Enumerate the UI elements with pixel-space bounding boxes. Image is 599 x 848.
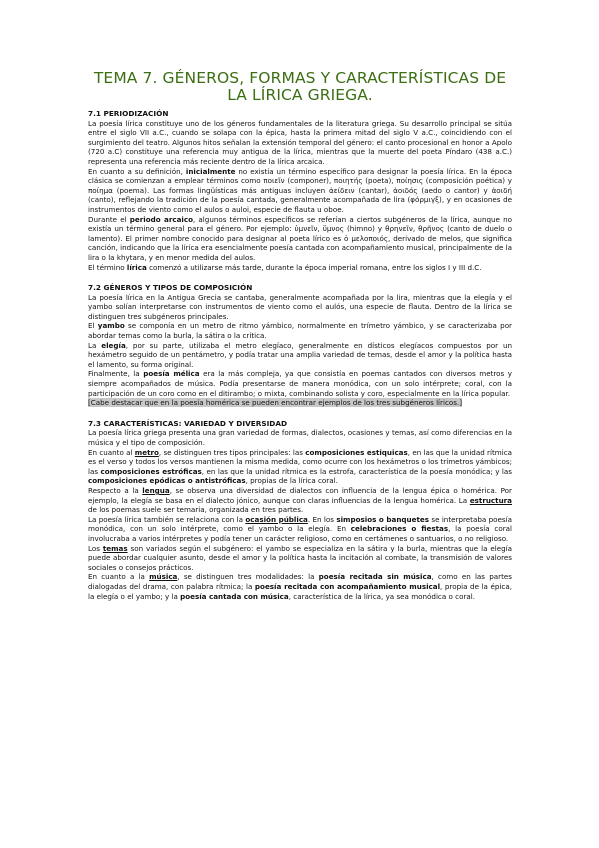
section-spacer xyxy=(88,408,512,419)
paragraph: La poesía lírica griega presenta una gran variedad de formas, dialectos, ocasiones y temas, así como diferencias en la música y el tipo de composición. xyxy=(88,428,512,447)
bold-term: poesía mélica xyxy=(143,369,200,379)
paragraph: Los temas son variados según el subgénero: el yambo se especializa en la sátira y la burla, mientras que la elegía puede abordar cualquier asunto, desde el amor y la política hasta la incitación al combate, la transmisión de valores sociales o consejos prácticos. xyxy=(88,543,512,572)
bold-term: composiciones estróficas xyxy=(100,466,202,476)
bold-term: temas xyxy=(102,543,128,553)
bold-term: ocasión pública xyxy=(245,514,308,524)
bold-term: periodo arcaico xyxy=(129,214,193,224)
paragraph: En cuanto a su definición, inicialmente no existía un término específico para designar la poesía lírica. En la época clásica se comienzan a emplear términos como ποιεῖν (componer), ποιητής (poeta), ποίησις (composición poética) y ποίημα (poema). Las formas lingüísticas más antiguas incluyen ἀείδειν (cantar), ἀοιδός (aedo o cantor) y ἀοιδή (canto), reflejando la tradición de la poesía cantada, generalmente acompañada de lira (φόρμιγξ), y en ocasiones de instrumentos de viento como el aulos o auloi, especie de flauta u oboe. xyxy=(88,166,512,214)
section-spacer xyxy=(88,272,512,283)
paragraph: La poesía lírica también se relaciona con la ocasión pública. En los simposios o banquetes se interpretaba poesía monódica, con un solo intérprete, como el yambo o la elegía. En celebraciones o fiestas, la poesía coral involucraba a varios intérpretes y podía tener un carácter religioso, como en certámenes o santuarios, o no religioso. xyxy=(88,514,513,543)
bold-term: elegía xyxy=(101,340,126,350)
paragraph: La elegía, por su parte, utilizaba el metro elegíaco, generalmente en dísticos elegíacos compuestos por un hexámetro seguido de un pentámetro, y podía tratar una amplia variedad de temas, desde el amor y la política hasta el lamento, su forma original. xyxy=(88,340,513,369)
bold-term: lengua xyxy=(142,485,170,495)
document-title: TEMA 7. GÉNEROS, FORMAS Y CARACTERÍSTICAS DE LA LÍRICA GRIEGA. xyxy=(93,69,507,104)
bold-term: composiciones estiquicas xyxy=(305,447,408,457)
bold-term: poesía recitada con acompañamiento musical xyxy=(254,581,441,591)
paragraph: En cuanto a la música, se distinguen tres modalidades: la poesía recitada sin música, como en las partes dialogadas del drama, con palabra rítmica; la poesía recitada con acompañamiento musical, propia de la épica, la elegía o el yambo; y la poesía cantada con música, característica de la lírica, ya sea monódica o coral. xyxy=(88,572,512,601)
bold-term: lírica xyxy=(126,262,147,272)
bold-term: simposios o banquetes xyxy=(336,514,429,524)
paragraph: El yambo se componía en un metro de ritmo yámbico, normalmente en trímetro yámbico, y se caracterizaba por abordar temas como la burla, la sátira o la crítica. xyxy=(88,321,512,341)
section-heading-generos: 7.2 GÉNEROS Y TIPOS DE COMPOSICIÓN xyxy=(88,283,253,293)
bold-term: yambo xyxy=(97,321,125,331)
paragraph: Durante el periodo arcaico, algunos términos específicos se referían a ciertos subgéneros de la lírica, aunque no existía un término general para el género. Por ejemplo: ὑμνεῖν, ὕμνος (himno) y θρηνεῖν, θρῆνος (canto de duelo o lamento). El primer nombre conocido para designar al poeta lírico es ὁ μελοποιός, derivado de melos, que significa canción, indicando que la lírica era esencialmente poesía cantada con acompañamiento musical, principalmente de la lira o la khytara, y en menor medida del aulos. xyxy=(88,214,512,262)
bold-term: poesía cantada con música xyxy=(180,591,289,601)
paragraph: La poesía lírica en la Antigua Grecia se cantaba, generalmente acompañada por la lira, mientras que la elegía y el yambo solían interpretarse con instrumentos de viento como el aulós, una especie de flauta. Dentro de la lírica se distinguen tres subgéneros principales. xyxy=(88,292,512,321)
paragraph: La poesía lírica constituye uno de los géneros fundamentales de la literatura griega. Su desarrollo principal se sitúa entre el siglo VII a.C., cuando se solapa con la épica, hasta la primera mitad del siglo V a.C., coincidiendo con el surgimiento del teatro. Algunos hitos señalan la extensión temporal del género: el canto procesional en honor a Apolo (720 a.C) constituye una referencia muy antigua de la lírica, mientras que la muerte del poeta Píndaro (438 a.C.) representa una referencia más reciente dentro de la lírica arcaica. xyxy=(88,118,512,166)
bold-term: inicialmente xyxy=(185,166,236,176)
bold-term: metro xyxy=(134,447,159,457)
paragraph: El término lírica comenzó a utilizarse más tarde, durante la época imperial romana, entre los siglos I y III d.C. xyxy=(88,262,482,272)
section-heading-periodizacion: 7.1 PERIODIZACIÓN xyxy=(88,109,169,118)
bold-term: música xyxy=(149,572,178,582)
paragraph: Finalmente, la poesía mélica era la más compleja, ya que consistía en poemas cantados con diversos metros y siempre acompañados de música. Podía presentarse de manera monódica, con un solo intérprete; coral, con la participación de un coro como en el ditirambo; o mixta, combinando solista y coro, especialmente en la lírica popular. xyxy=(88,369,512,398)
bold-term: poesía recitada sin música xyxy=(318,572,432,582)
bold-term: estructura xyxy=(469,495,512,505)
bold-term: celebraciones o fiestas xyxy=(350,524,449,534)
paragraph: Respecto a la lengua, se observa una diversidad de dialectos con influencia de la lengua épica o homérica. Por ejemplo, la elegía se basa en el dialecto jónico, aunque con claras influencias de la lengua homérica. La estructura de los poemas suele ser temaria, organizada en tres partes. xyxy=(88,485,512,515)
document-body xyxy=(88,70,512,601)
bold-term: composiciones epódicas o antistróficas xyxy=(88,476,246,486)
section-heading-caracteristicas: 7.3 CARACTERÍSTICAS: VARIEDAD Y DIVERSIDAD xyxy=(88,418,288,428)
paragraph: En cuanto al metro, se distinguen tres tipos principales: las composiciones estiquicas, en las que la unidad rítmica es el verso y todos los versos mantienen la misma medida, como ocurre con los hexámetros o los trímetros yámbicos; las composiciones estróficas, en las que la unidad rítmica es la estrofa, característica de la poesía monódica; y las composiciones epódicas o antistróficas, propias de la lírica coral. xyxy=(88,447,512,486)
highlighted-note: [Cabe destacar que en la poesía homérica se pueden encontrar ejemplos de los tres subgéneros líricos.] xyxy=(88,398,463,408)
